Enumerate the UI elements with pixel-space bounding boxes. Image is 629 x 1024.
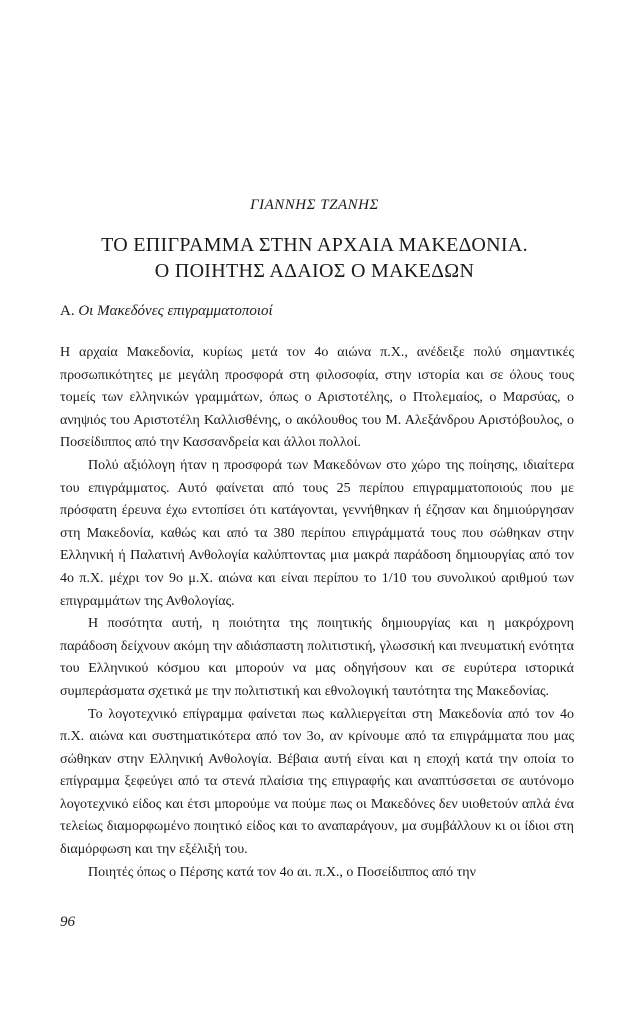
- title-line-2: Ο ΠΟΙΗΤΗΣ ΑΔΑΙΟΣ Ο ΜΑΚΕΔΩΝ: [154, 260, 475, 282]
- paragraph: Ποιητές όπως ο Πέρσης κατά τον 4ο αι. π.Χ., ο Ποσείδιππος από την: [88, 864, 476, 880]
- article-title: [0, 232, 629, 284]
- paragraph: Η ποσότητα αυτή, η ποιότητα της ποιητικής δημιουργίας και η μακρόχρονη παράδοση δείχνουν ακόμη την αδιάσπαστη πολιτιστική, γλωσσική και πνευματική ενότητα του Ελληνικού κόσμου και μπορούν να μας οδηγήσουν και σε ευρύτερα ιστορικά συμπεράσματα σχετικά με την πολιτιστική και εθνολογική ταυτότητα της Μακεδονίας.: [60, 616, 574, 699]
- author-name: ΓΙΑΝΝΗΣ ΤΖΑΝΗΣ: [250, 197, 379, 213]
- page-number: 96: [60, 914, 75, 930]
- paragraph: Πολύ αξιόλογη ήταν η προσφορά των Μακεδόνων στο χώρο της ποίησης, ιδιαίτερα του επιγράμματος. Αυτό φαίνεται από τους 25 περίπου επιγραμματοποιούς που με πρόσφατη έρευνα έχω εντοπίσει ότι κατάγονται, γεννήθηκαν ή έζησαν και δημιούργησαν στη Μακεδονία, καθώς και από τα 380 περίπου επιγράμματά τους που σώθηκαν στην Ελληνική ή Παλατινή Ανθολογία καλύπτοντας μια μακρά παράδοση δημιουργίας από τον 4ο π.Χ. μέχρι τον 9ο μ.Χ. αιώνα και είναι περίπου το 1/10 του συνολικού αριθμού των επιγραμμάτων της Ανθολογίας.: [60, 457, 574, 609]
- section-letter: Α.: [60, 303, 75, 319]
- title-line-1: ΤΟ ΕΠΙΓΡΑΜΜΑ ΣΤΗΝ ΑΡΧΑΙΑ ΜΑΚΕΔΟΝΙΑ.: [101, 234, 528, 256]
- section-heading-text: Οι Μακεδόνες επιγραμματοποιοί: [78, 303, 273, 319]
- section-heading: [60, 303, 273, 320]
- body-text: [60, 342, 574, 884]
- paragraph: Το λογοτεχνικό επίγραμμα φαίνεται πως καλλιεργείται στη Μακεδονία από τον 4ο π.Χ. αιώνα και συστηματικότερα από τον 3ο, αν κρίνουμε από τα επιγράμματα που μας σώθηκαν στην Ελληνική Ανθολογία. Βέβαια αυτή είναι και η εποχή κατά την οποία το επίγραμμα ξεφεύγει από τα στενά πλαίσια της επιγραφής και αναπτύσσεται σε αυτόνομο λογοτεχνικό είδος και έτσι μπορούμε να πούμε πως οι Μακεδόνες δεν υιοθετούν απλά ένα τελείως διαμορφωμένο ποιητικό είδος και το αναπαράγουν, μα συμβάλλουν κι οι ίδιοι στη διαμόρφωση και την εξέλιξή του.: [60, 706, 574, 858]
- paragraph: Η αρχαία Μακεδονία, κυρίως μετά τον 4ο αιώνα π.Χ., ανέδειξε πολύ σημαντικές προσωπικότητες με μεγάλη προσφορά στη φιλοσοφία, στην ιστορία και σε όλους τους τομείς των ελληνικών γραμμάτων, όπως ο Αριστοτέλης, ο Πτολεμαίος, ο Μαρσύας, ο ανηψιός του Αριστοτέλη Καλλισθένης, ο ακόλουθος του Μ. Αλεξάνδρου Αριστόβουλος, ο Ποσείδιππος από την Κασσανδρεία και άλλοι πολλοί.: [60, 345, 574, 451]
